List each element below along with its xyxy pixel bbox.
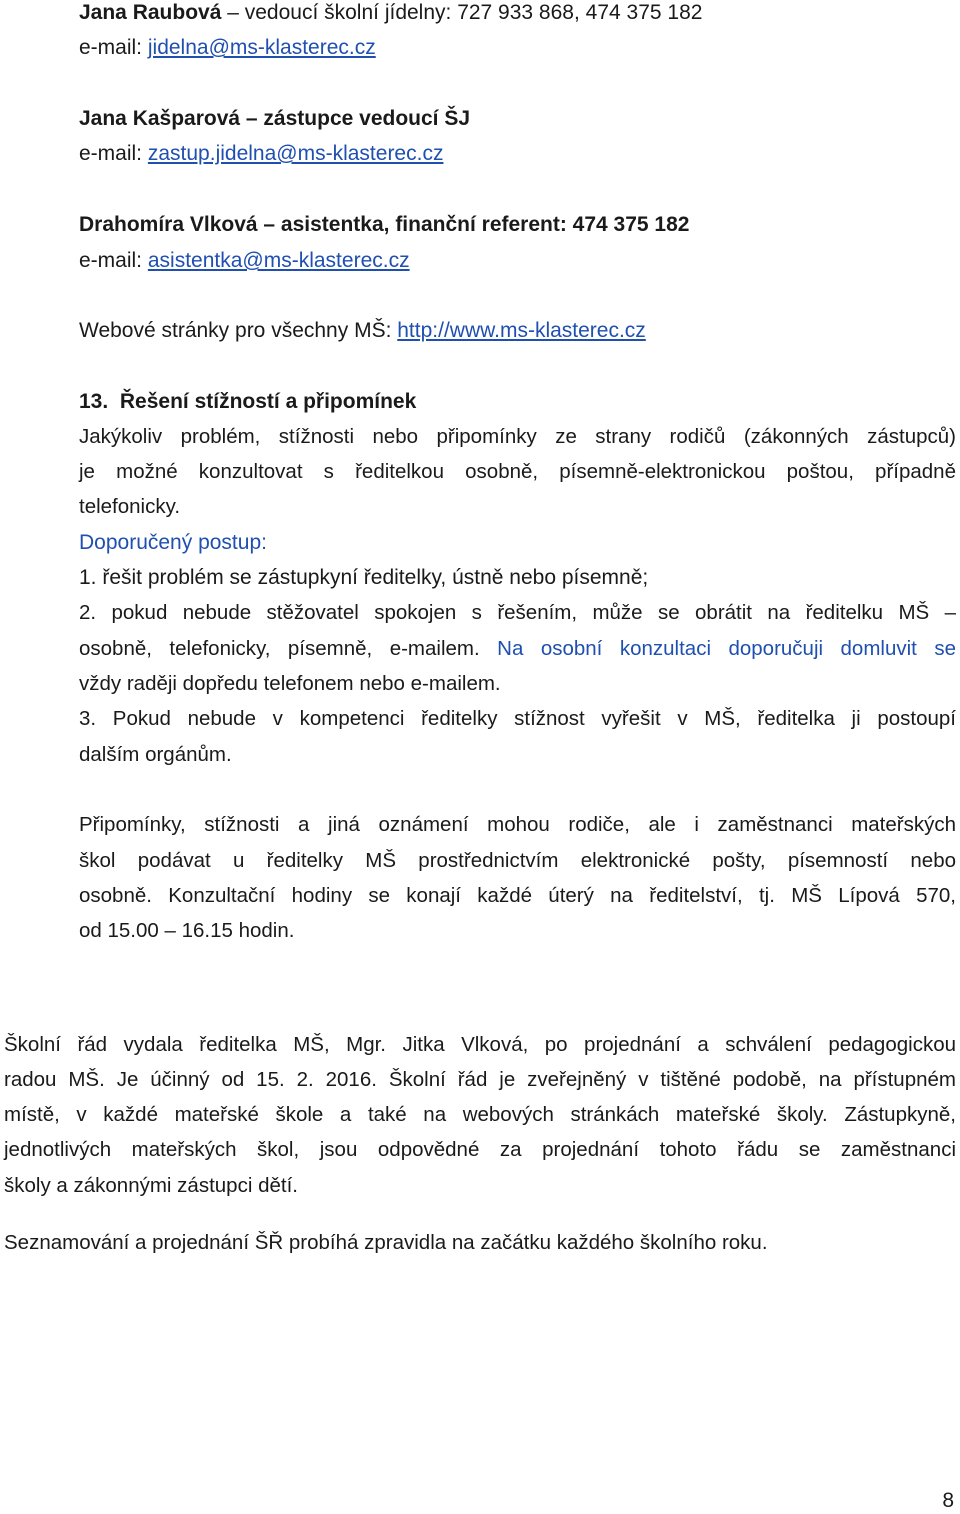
step-2-line-3: vždy raději dopředu telefonem nebo e-mailem. (79, 672, 501, 695)
notice-line-2: škol podávat u ředitelky MŠ prostřednictvím elektronické pošty, písemností nebo (79, 849, 956, 872)
intro-line-2: je možné konzultovat s ředitelkou osobně, písemně-elektronickou poštou, případně (79, 460, 956, 483)
contact-vlkova: Drahomíra Vlková – asistentka, finanční referent: 474 375 182 (79, 213, 690, 236)
closing-line-1: Školní řád vydala ředitelka MŠ, Mgr. Jitka Vlková, po projednání a schválení pedagogickou (4, 1033, 956, 1056)
step-2-line-2 (79, 636, 956, 662)
contact-email-row (79, 141, 443, 167)
contact-kasparova: Jana Kašparová – zástupce vedoucí ŠJ (79, 107, 471, 130)
step-2-text: osobně, telefonicky, písemně, e-mailem. (79, 637, 480, 660)
procedure-title: Doporučený postup: (79, 531, 267, 554)
closing-line-3: místě, v každé mateřské škole a také na webových stránkách mateřské školy. Zástupkyně, (4, 1103, 956, 1126)
section-title: Řešení stížností a připomínek (119, 390, 417, 413)
website-link[interactable]: http://www.ms-klasterec.cz (397, 319, 646, 342)
contact-email-row (79, 35, 376, 61)
section-heading (79, 389, 416, 415)
email-label: e-mail: (79, 36, 148, 59)
email-link-jidelna[interactable]: jidelna@ms-klasterec.cz (147, 36, 376, 59)
closing-line-2: radou MŠ. Je účinný od 15. 2. 2016. Školní řád je zveřejněný v tištěné podobě, na přístupném (4, 1068, 956, 1091)
contact-role: – vedoucí školní jídelny: 727 933 868, 474 375 182 (221, 1, 703, 24)
page-number: 8 (942, 1489, 954, 1512)
closing-line-5: školy a zákonnými zástupci dětí. (4, 1174, 298, 1197)
email-link-zastup[interactable]: zastup.jidelna@ms-klasterec.cz (147, 142, 444, 165)
step-1: 1. řešit problém se zástupkyní ředitelky, ústně nebo písemně; (79, 566, 649, 589)
website-row (79, 318, 646, 344)
contact-email-row (79, 248, 410, 274)
step-2-line-1: 2. pokud nebude stěžovatel spokojen s řešením, může se obrátit na ředitelku MŠ – (79, 601, 956, 624)
contact-raubova (79, 0, 702, 26)
notice-line-3: osobně. Konzultační hodiny se konají každé úterý na ředitelství, tj. MŠ Lípová 570, (79, 884, 956, 907)
contact-name: Jana Raubová (79, 1, 222, 24)
section-number: 13. (79, 390, 109, 413)
step-3-line-2: dalším orgánům. (79, 743, 232, 766)
notice-line-4: od 15.00 – 16.15 hodin. (79, 919, 295, 942)
email-link-asistentka[interactable]: asistentka@ms-klasterec.cz (147, 249, 410, 272)
notice-line-1: Připomínky, stížnosti a jiná oznámení mohou rodiče, ale i zaměstnanci mateřských (79, 813, 956, 836)
website-label: Webové stránky pro všechny MŠ: (79, 319, 398, 342)
email-label: e-mail: (79, 142, 148, 165)
intro-line-3: telefonicky. (79, 495, 181, 518)
intro-line-1: Jakýkoliv problém, stížnosti nebo připomínky ze strany rodičů (zákonných zástupců) (79, 425, 956, 448)
email-label: e-mail: (79, 249, 148, 272)
final-line: Seznamování a projednání ŠŘ probíhá zpravidla na začátku každého školního roku. (4, 1231, 768, 1254)
consultation-note: Na osobní konzultaci doporučuji domluvit se (497, 637, 956, 660)
closing-line-4: jednotlivých mateřských škol, jsou odpovědné za projednání tohoto řádu se zaměstnanci (4, 1138, 956, 1161)
step-3-line-1: 3. Pokud nebude v kompetenci ředitelky stížnost vyřešit v MŠ, ředitelka ji postoupí (79, 707, 956, 730)
